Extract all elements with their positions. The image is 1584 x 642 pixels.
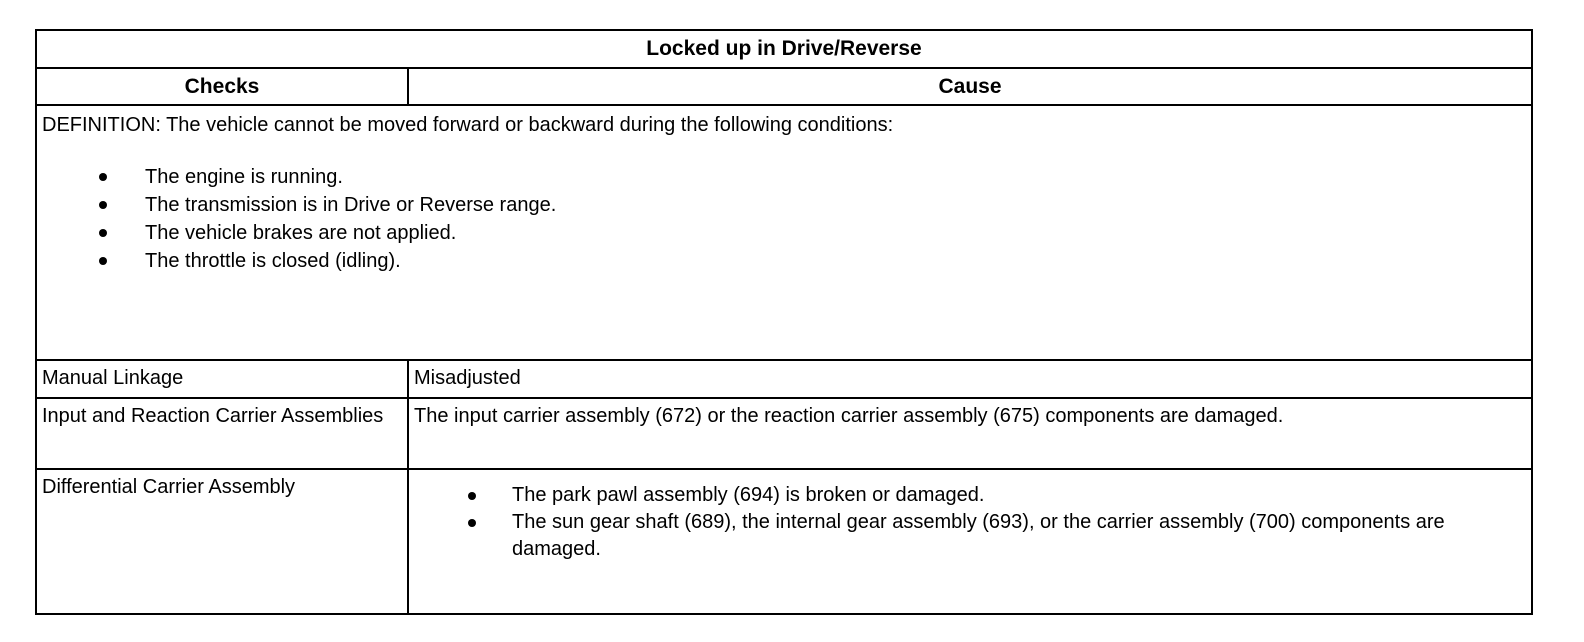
cause-header: Cause [408,68,1532,105]
check-cell: Differential Carrier Assembly [36,469,408,614]
condition-item: The transmission is in Drive or Reverse range. [42,191,1526,219]
cause-item: The park pawl assembly (694) is broken or damaged. [414,482,1526,509]
condition-item: The throttle is closed (idling). [42,247,1526,275]
table-row [36,469,1532,614]
check-cell: Input and Reaction Carrier Assemblies [36,398,408,469]
table-row [36,398,1532,469]
table-title: Locked up in Drive/Reverse [36,30,1532,68]
table-row [36,360,1532,398]
condition-list [42,163,1526,275]
checks-header: Checks [36,68,408,105]
diagnostic-table [35,29,1533,615]
title-row [36,30,1532,68]
definition-text: DEFINITION: The vehicle cannot be moved forward or backward during the following conditions: [42,114,894,136]
check-cell: Manual Linkage [36,360,408,398]
definition-row [36,105,1532,360]
cause-cell: Misadjusted [408,360,1532,398]
cause-cell: The input carrier assembly (672) or the reaction carrier assembly (675) components are damaged. [408,398,1532,469]
cause-item: The sun gear shaft (689), the internal gear assembly (693), or the carrier assembly (700) components are damaged. [414,509,1526,563]
definition-cell [36,105,1532,360]
condition-item: The vehicle brakes are not applied. [42,219,1526,247]
condition-item: The engine is running. [42,163,1526,191]
cause-list [414,475,1526,563]
cause-cell [408,469,1532,614]
header-row [36,68,1532,105]
